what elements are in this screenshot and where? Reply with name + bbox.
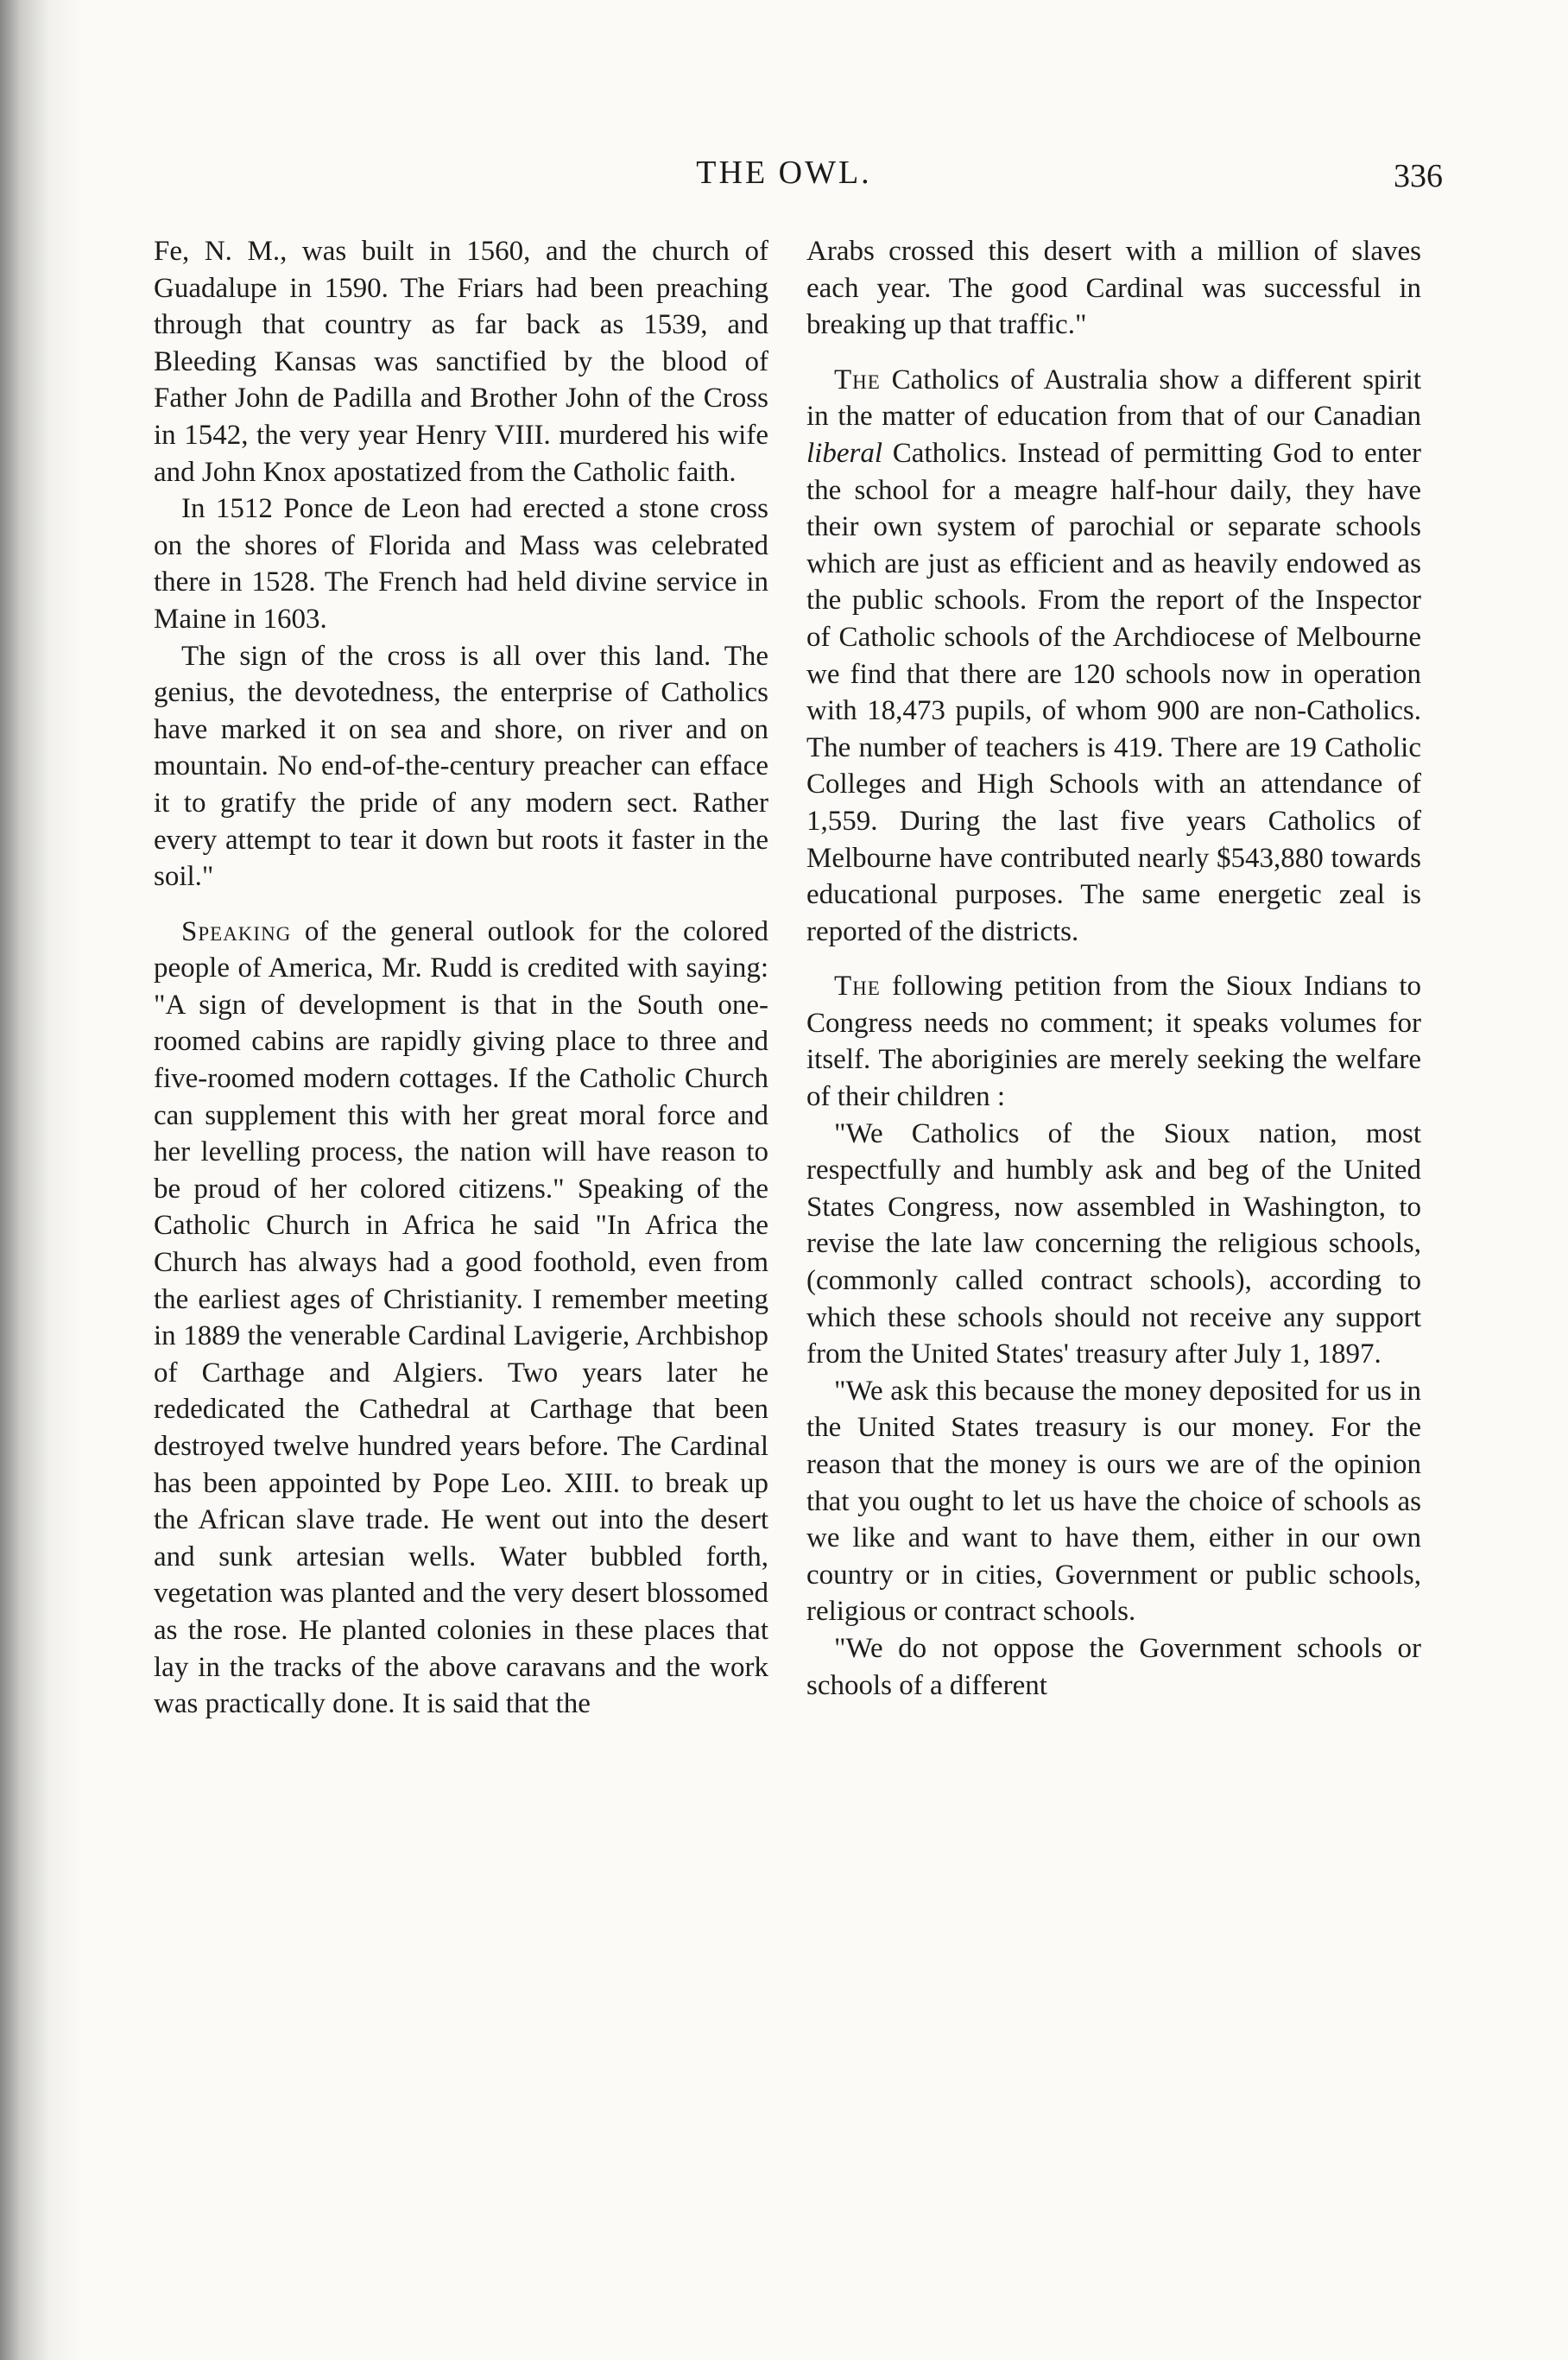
scan-edge-shadow xyxy=(0,0,82,2360)
paragraph-text: of the general outlook for the colored people of America, Mr. Rudd is credited with saying: "A sign of development is that in the South one-roomed cabins are rapidly giving place to three and five-roomed modern cottages. If the Catholic Church can supplement this with her great moral force and her levelling process, the nation will have reason to be proud of her colored citizens." Speaking of the Catholic Church in Africa he said "In Africa the Church has always had a good foothold, even from the earliest ages of Christianity. I remember meeting in 1889 the venerable Cardinal Lavigerie, Archbishop of Carthage and Algiers. Two years later he rededicated the Cathedral at Carthage that been destroyed twelve hundred years before. The Cardinal has been appointed by Pope Leo. XIII. to break up the African slave trade. He went out into the desert and sunk artesian wells. Water bubbled forth, vegetation was planted and the very desert blossomed as the rose. He planted colonies in these places that lay in the tracks of the above caravans and the work was practically done. It is said that the xyxy=(154,915,768,1720)
left-column xyxy=(154,233,768,1723)
paragraph xyxy=(806,362,1421,951)
paragraph xyxy=(154,914,768,1723)
paragraph: "We Catholics of the Sioux nation, most respectfully and humbly ask and beg of the United States Congress, now assembled in Washington, to revise the late law concerning the religious schools, (commonly called contract schools), according to which these schools should not receive any support from the United States' treasury after July 1, 1897. xyxy=(806,1117,1421,1370)
lead-word: The xyxy=(834,364,881,395)
paragraph: Fe, N. M., was built in 1560, and the church of Guadalupe in 1590. The Friars had been preaching through that country as far back as 1539, and Bleeding Kansas was sanctified by the blood of Father John de Padilla and Brother John of the Cross in 1542, the very year Henry VIII. murdered his wife and John Knox apostatized from the Catholic faith. xyxy=(154,236,768,488)
running-title: THE OWL. xyxy=(696,155,872,191)
paragraph: Arabs crossed this desert with a million of slaves each year. The good Cardinal was successful in breaking up that traffic." xyxy=(806,236,1421,341)
page-number: 336 xyxy=(1394,158,1443,194)
lead-word: The xyxy=(834,971,881,1003)
paragraph-text: following petition from the Sioux Indians to Congress needs no comment; it speaks volumes for itself. The aboriginies are merely seeking the welfare of their children : xyxy=(806,971,1421,1113)
paragraph: "We do not oppose the Government schools or schools of a different xyxy=(806,1632,1421,1701)
paragraph: In 1512 Ponce de Leon had erected a stone cross on the shores of Florida and Mass was celebrated there in 1528. The French had held divine service in Maine in 1603. xyxy=(154,493,768,635)
paragraph: The sign of the cross is all over this land. The genius, the devotedness, the enterprise of Catholics have marked it on sea and shore, on river and on mountain. No end-of-the-century preacher can efface it to gratify the pride of any modern sect. Rather every attempt to tear it down but roots it faster in the soil." xyxy=(154,640,768,893)
paragraph-text: Catholics of Australia show a different spirit in the matter of education from that of our Canadian xyxy=(806,364,1421,433)
paragraph xyxy=(806,968,1421,1115)
lead-word: Speaking xyxy=(181,915,292,947)
italic-word: liberal xyxy=(806,437,882,469)
paragraph-text: Catholics. Instead of permitting God to enter the school for a meagre half-hour daily, they have their own system of parochial or separate schools which are just as efficient and as heavily endowed as the public schools. From the report of the Inspector of Catholic schools of the Archdiocese of Melbourne we find that there are 120 schools now in operation with 18,473 pupils, of whom 900 are non-Catholics. The number of teachers is 419. There are 19 Catholic Colleges and High Schools with an attendance of 1,559. During the last five years Catholics of Melbourne have contributed nearly $543,880 towards educational purposes. The same energetic zeal is reported of the districts. xyxy=(806,437,1421,947)
right-column xyxy=(806,233,1421,1704)
paragraph: "We ask this because the money deposited for us in the United States treasury is our money. For the reason that the money is ours we are of the opinion that you ought to let us have the choice of schools as we like and want to have them, either in our own country or in cities, Government or public schools, religious or contract schools. xyxy=(806,1375,1421,1628)
